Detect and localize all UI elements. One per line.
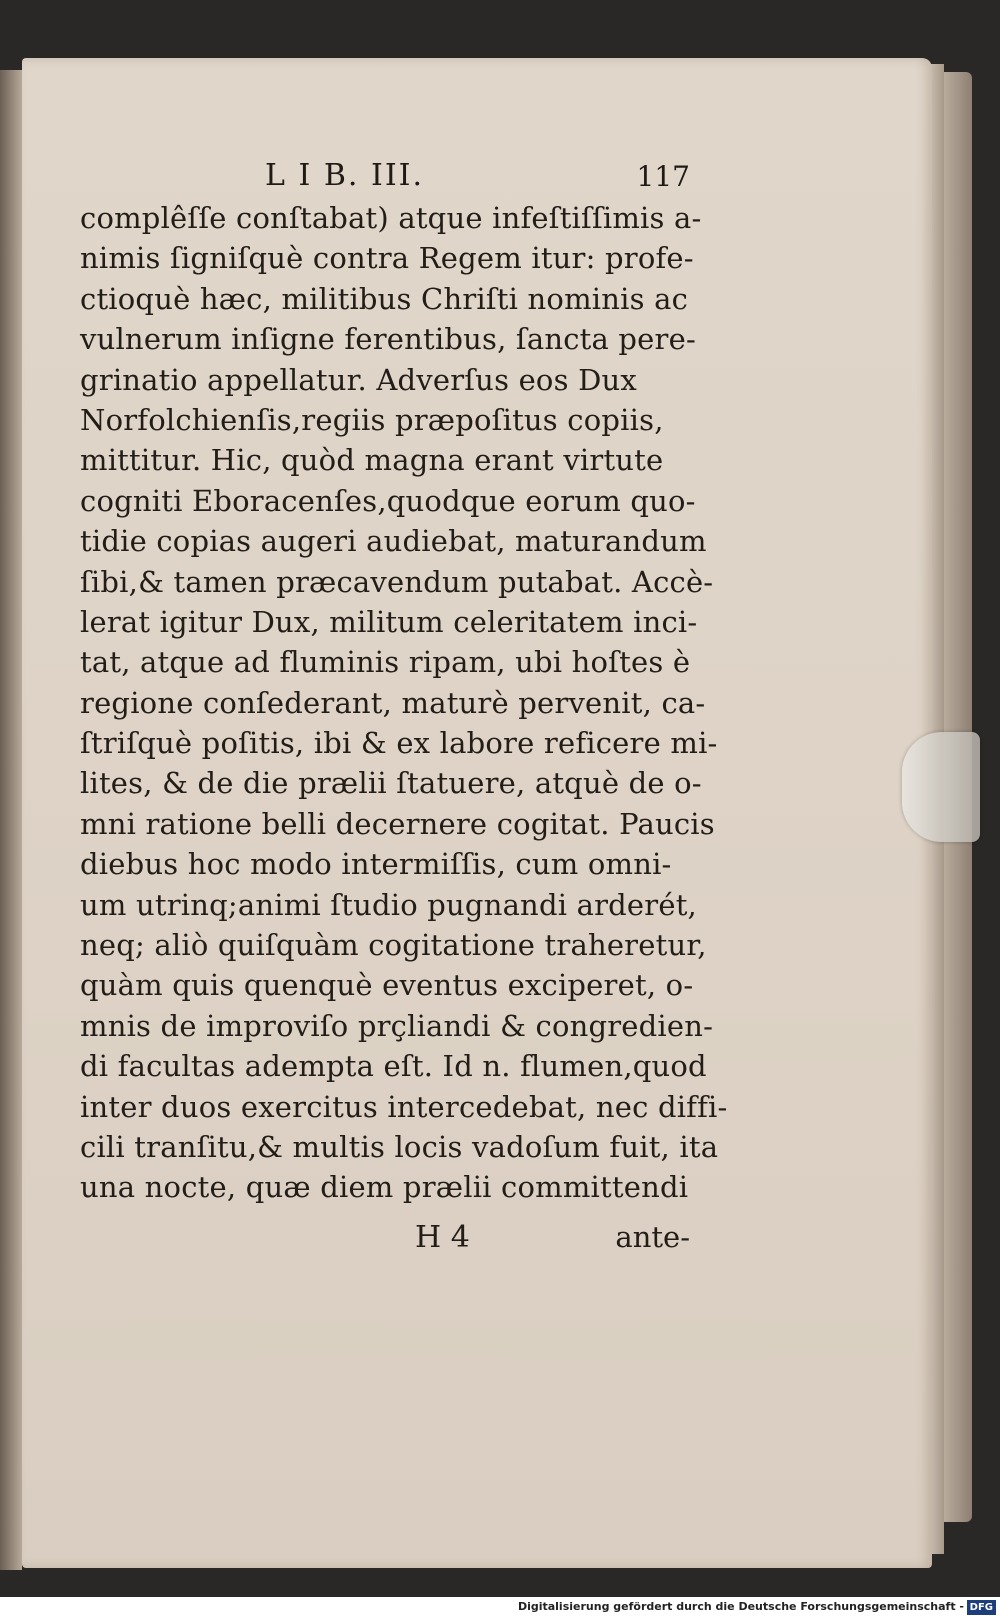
text-line: di facultas adempta eſt. Id n. flumen,quod bbox=[80, 1049, 707, 1084]
dfg-logo: DFG bbox=[967, 1600, 996, 1615]
text-line: grinatio appellatur. Adverſus eos Dux bbox=[80, 362, 637, 397]
text-line: inter duos exercitus intercedebat, nec diffi- bbox=[80, 1089, 728, 1124]
running-head: L I B. III. bbox=[265, 158, 425, 193]
text-line: ctioquè hæc, militibus Chriſti nominis ac bbox=[80, 281, 689, 316]
text-line: tat, atque ad fluminis ripam, ubi hoſtes è bbox=[80, 645, 691, 680]
text-line: complêſſe conſtabat) atque infeſtiſſimis a- bbox=[80, 201, 702, 235]
text-line: Norfolchienſis,regiis præpoſitus copiis, bbox=[80, 402, 664, 437]
text-line: lites, & de die prælii ſtatuere, atquè de o- bbox=[80, 766, 702, 801]
digitization-credit: Digitalisierung gefördert durch die Deutsche Forschungsgemeinschaft - bbox=[517, 1600, 964, 1613]
text-line: quàm quis quenquè eventus exciperet, o- bbox=[80, 968, 694, 1003]
text-line: neq; aliò quiſquàm cogitatione traheretur, bbox=[80, 928, 707, 963]
text-line: regione conſederant, maturè pervenit, ca- bbox=[80, 685, 706, 720]
text-line: tidie copias augeri audiebat, maturandum bbox=[80, 524, 707, 559]
signature-mark: H 4 bbox=[415, 1220, 470, 1255]
page-footer bbox=[80, 1220, 690, 1260]
page-header bbox=[80, 158, 690, 198]
text-line: cili tranſitu,& multis locis vadoſum fuit, ita bbox=[80, 1129, 719, 1164]
text-line: una nocte, quæ diem prælii committendi bbox=[80, 1170, 689, 1205]
text-line: lerat igitur Dux, militum celeritatem inci- bbox=[80, 604, 698, 639]
page-clip bbox=[902, 732, 980, 842]
body-text bbox=[80, 198, 728, 1208]
catchword: ante- bbox=[615, 1220, 690, 1254]
text-line: cogniti Eboracenſes,quodque eorum quo- bbox=[80, 483, 696, 518]
text-line: vulnerum inſigne ferentibus, ſancta pere- bbox=[80, 322, 696, 357]
text-line: mittitur. Hic, quòd magna erant virtute bbox=[80, 443, 664, 478]
credit-bar bbox=[0, 1597, 1000, 1619]
text-line: nimis ſigniſquè contra Regem itur: profe- bbox=[80, 241, 694, 276]
text-line: um utrinq;animi ſtudio pugnandi arderét, bbox=[80, 887, 697, 922]
text-line: diebus hoc modo intermiſſis, cum omni- bbox=[80, 847, 672, 882]
text-line: ſibi,& tamen præcavendum putabat. Accè- bbox=[80, 564, 714, 599]
text-line: mnis de improviſo prçliandi & congredien- bbox=[80, 1008, 714, 1043]
page-number: 117 bbox=[636, 160, 690, 193]
facing-page-edge bbox=[0, 70, 22, 1570]
text-line: ſtriſquè poſitis, ibi & ex labore reficere mi- bbox=[80, 726, 718, 761]
text-line: mni ratione belli decernere cogitat. Paucis bbox=[80, 806, 715, 841]
